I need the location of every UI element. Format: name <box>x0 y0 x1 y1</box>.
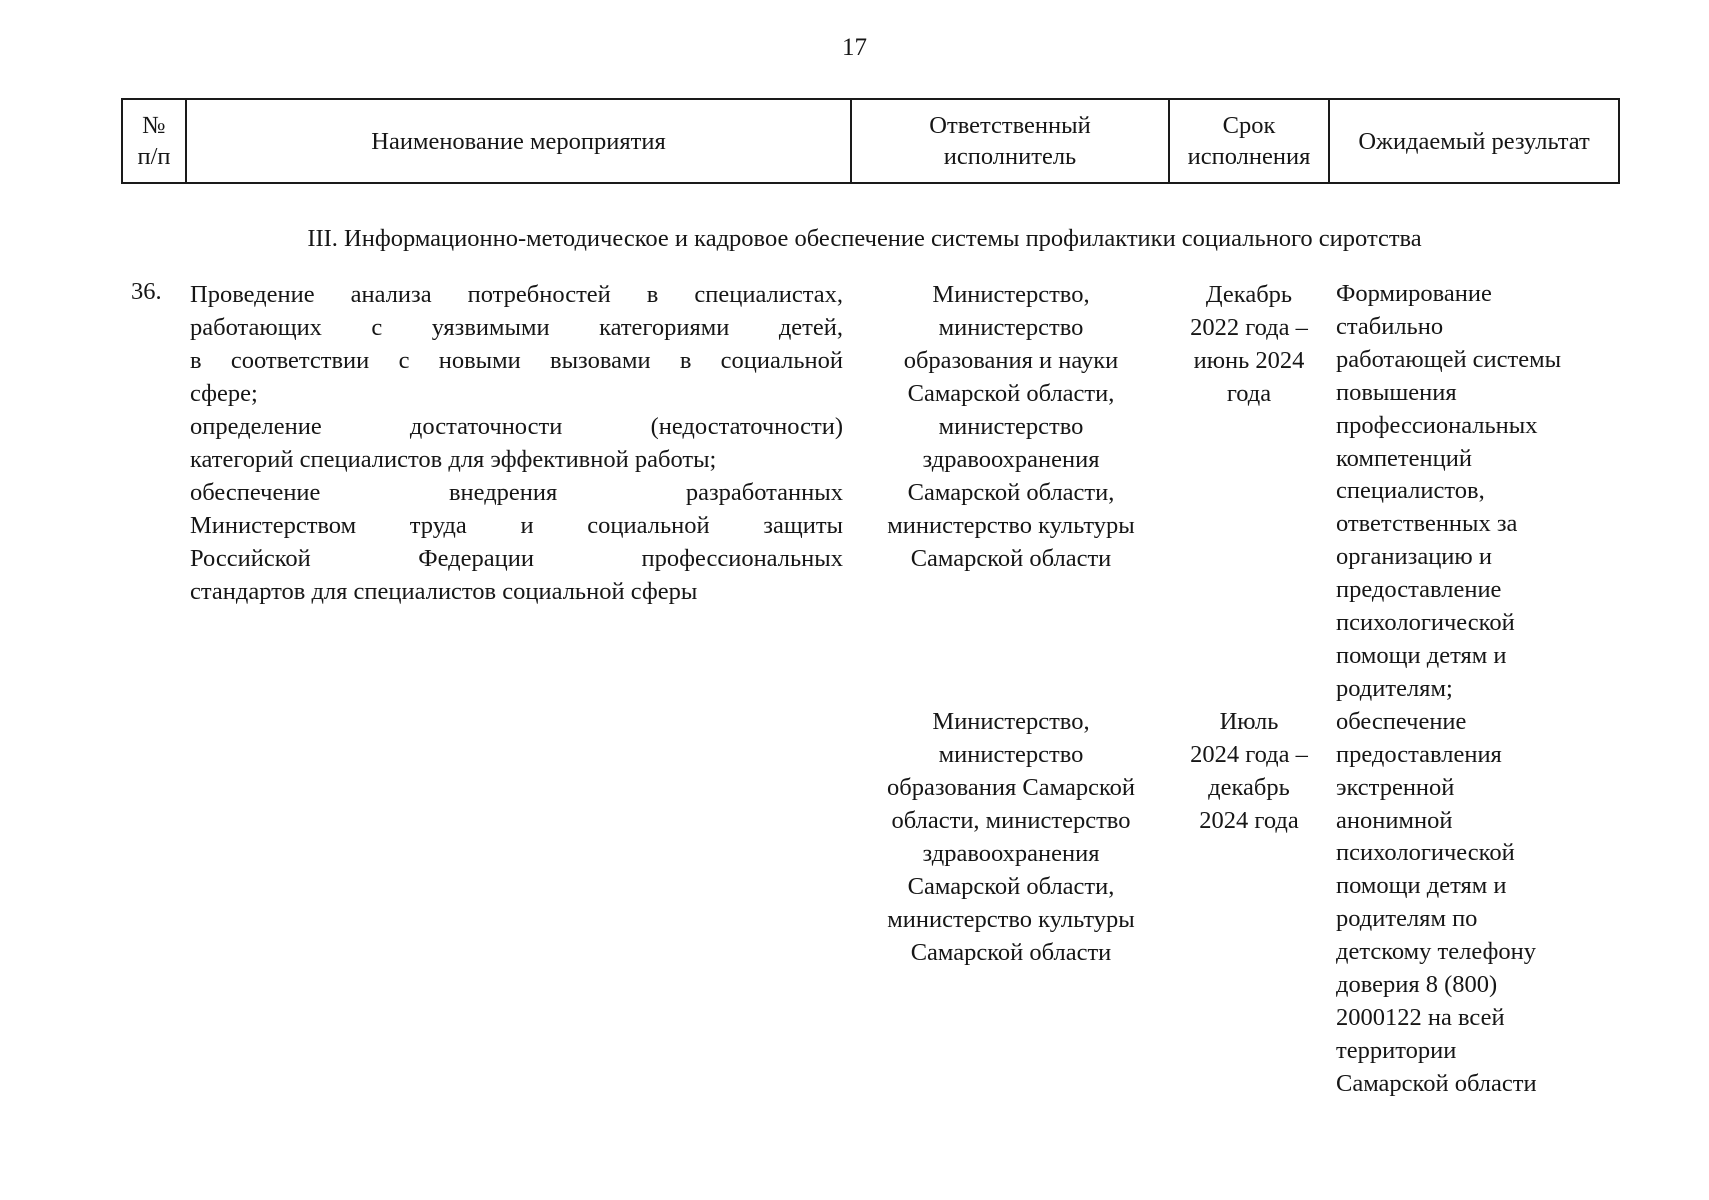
event-name-line: стандартов для специалистов социальной сферы <box>190 578 698 605</box>
event-name-line: сфере; <box>190 380 258 407</box>
page-number: 17 <box>842 34 867 61</box>
event-name-line: Министерством труда и социальной защиты <box>190 512 843 539</box>
event-name <box>190 278 843 608</box>
term-2: Июль 2024 года – декабрь 2024 года <box>1190 708 1308 834</box>
expected-result: Формирование стабильно работающей системы повышения профессиональных компетенций специалистов, ответственных за организацию и предоставление психологической помощи детям и родителям; обеспечение предоставления экстренной анонимной психологической помощи детям и родителям по детскому телефону доверия 8 (800) 2000122 на всей территории Самарской области <box>1336 280 1562 1097</box>
header-result-cell: Ожидаемый результат <box>1328 100 1620 182</box>
term-1: Декабрь 2022 года – июнь 2024 года <box>1190 281 1308 407</box>
header-name-cell: Наименование мероприятия <box>185 100 850 182</box>
row-number: 36. <box>131 278 162 305</box>
event-name-line: Российской Федерации профессиональных <box>190 545 843 572</box>
responsible-executor-1: Министерство, министерство образования и науки Самарской области, министерство здравоохранения Самарской области, министерство культуры Самарской области <box>887 281 1135 572</box>
event-name-line: обеспечение внедрения разработанных <box>190 479 843 506</box>
responsible-executor-2: Министерство, министерство образования Самарской области, министерство здравоохранения Самарской области, министерство культуры Самарской области <box>887 708 1135 966</box>
event-name-line: работающих с уязвимыми категориями детей, <box>190 314 843 341</box>
header-responsible-cell: Ответственный исполнитель <box>850 100 1168 182</box>
header-term-cell: Срок исполнения <box>1168 100 1328 182</box>
event-name-line: категорий специалистов для эффективной работы; <box>190 446 717 473</box>
table-header <box>121 98 1620 184</box>
event-name-line: в соответствии с новыми вызовами в социальной <box>190 347 843 374</box>
event-name-line: определение достаточности (недостаточности) <box>190 413 843 440</box>
event-name-line: Проведение анализа потребностей в специалистах, <box>190 281 843 308</box>
header-number-cell: № п/п <box>121 100 185 182</box>
section-title: III. Информационно-методическое и кадровое обеспечение системы профилактики социального сиротства <box>307 225 1422 252</box>
